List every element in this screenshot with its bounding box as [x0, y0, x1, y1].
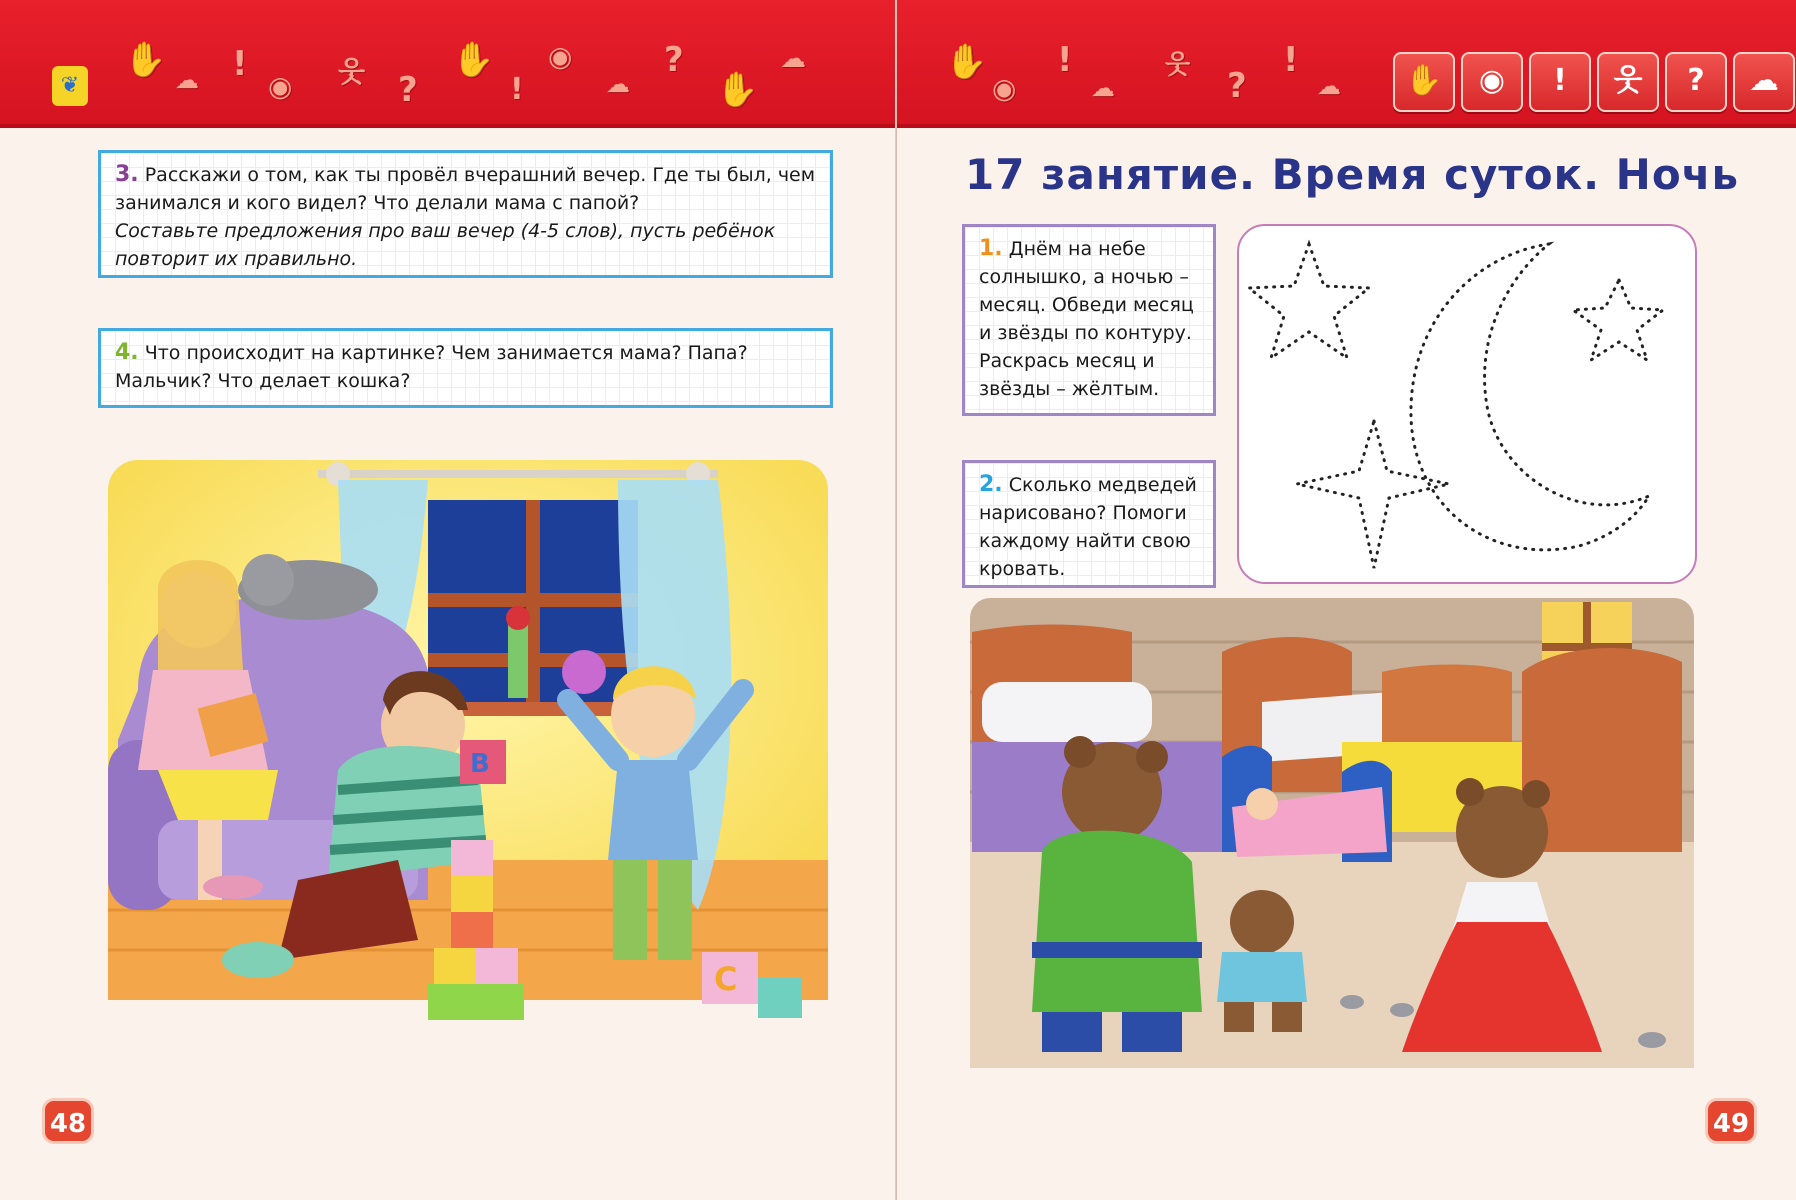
task-3-text: Расскажи о том, как ты провёл вчерашний вечер. Где ты был, чем занимался и кого видел? Что делали мама с папой? — [115, 164, 816, 214]
question-icon: ? — [1227, 66, 1247, 106]
eye-icon: ◉ — [992, 72, 1017, 105]
header-banner — [0, 0, 896, 128]
family-room-illustration — [98, 440, 838, 1030]
person-speech-icon: 웃 — [1597, 52, 1659, 112]
task-3-note: Составьте предложения про ваш вечер (4-5 слов), пусть ребёнок повторит их правильно. — [115, 220, 776, 270]
dotted-star-right — [1573, 280, 1663, 360]
task-3-number: 3. — [115, 162, 139, 187]
block-letter-b: B — [470, 749, 490, 779]
eye-icon: ◉ — [1461, 52, 1523, 112]
publisher-logo: ❦ — [52, 66, 88, 106]
lesson-title: 17 занятие. Время суток. Ночь — [965, 150, 1740, 199]
person-icon: 웃 — [1165, 50, 1191, 80]
task-2-number: 2. — [979, 472, 1003, 497]
eye-icon: ◉ — [268, 70, 293, 103]
block-letter-c: C — [714, 960, 738, 998]
task-2-box — [962, 460, 1216, 588]
task-1-number: 1. — [979, 236, 1003, 261]
hand-icon: ✋ — [124, 40, 167, 80]
thinking-person-icon: ☁ — [1733, 52, 1795, 112]
task-4-text: Что происходит на картинке? Чем занимается мама? Папа? Мальчик? Что делает кошка? — [115, 342, 748, 392]
exclamation-icon: ! — [1283, 40, 1299, 80]
speech-icon: ☁ — [606, 70, 630, 98]
question-icon: ? — [398, 70, 418, 110]
person-icon: 웃 — [338, 55, 366, 88]
left-page — [0, 0, 896, 1200]
bears-bedroom-illustration — [962, 592, 1702, 1092]
header-banner-right — [897, 0, 1796, 128]
exclamation-icon: ! — [232, 44, 248, 84]
exclamation-icon: ! — [1529, 52, 1591, 112]
task-1-text: Днём на небе солнышко, а ночью – месяц. Обведи месяц и звёзды по контуру. Раскрась месяц и звёзды – жёлтым. — [979, 238, 1194, 400]
task-4-number: 4. — [115, 340, 139, 365]
moon-stars-tracing-area — [1237, 224, 1697, 584]
right-page — [897, 0, 1796, 1200]
hand-icon: ✋ — [716, 70, 759, 110]
dotted-star-left — [1249, 244, 1369, 358]
task-2-text: Сколько медведей нарисовано? Помоги каждому найти свою кровать. — [979, 474, 1197, 580]
task-1-box — [962, 224, 1216, 416]
hand-icon: ✋ — [452, 40, 495, 80]
dotted-moon-and-stars — [1239, 226, 1695, 582]
question-icon: ? — [1665, 52, 1727, 112]
page-number-right: 49 — [1705, 1098, 1757, 1144]
hand-icon: ✋ — [1393, 52, 1455, 112]
task-3-box — [98, 150, 833, 278]
eye-icon: ◉ — [548, 40, 573, 73]
speech-icon: ☁ — [1091, 74, 1115, 102]
question-icon: ? — [664, 40, 684, 80]
activity-icon-strip — [1393, 52, 1795, 112]
speech-icon: ☁ — [175, 66, 199, 94]
hand-icon: ✋ — [945, 42, 988, 82]
exclamation-icon: ! — [1057, 40, 1073, 80]
dotted-star-bottom — [1297, 421, 1449, 568]
speech-icon: ☁ — [1317, 72, 1341, 100]
page-number-left: 48 — [42, 1098, 94, 1144]
speech-icon: ☁ — [780, 44, 806, 74]
exclamation-icon: ! — [510, 72, 524, 107]
task-4-box — [98, 328, 833, 408]
